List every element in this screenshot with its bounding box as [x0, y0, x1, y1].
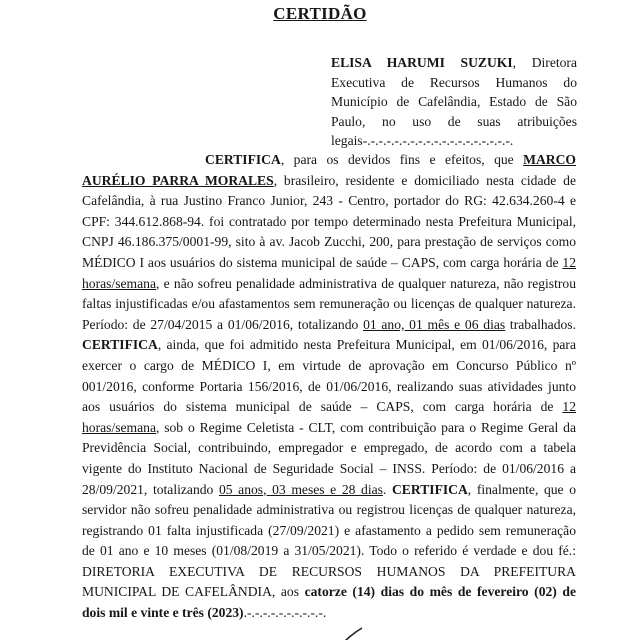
body-segment: CERTIFICA — [82, 337, 158, 353]
body-segment: . — [382, 481, 392, 497]
body-segment: 12 horas/semana — [82, 399, 576, 435]
issuer-description: , Diretora Executiva de Recursos Humanos do Município de Cafelândia, Estado de São Paulo, no uso de suas atribuições legais-.-.-.-.-.-.-.-.-.-.-.-.-.-.-.-.-.-.-. — [331, 55, 577, 149]
body-segment: .-.-.-.-.-.-.-.-.-.-. — [243, 605, 327, 621]
body-segment: , brasileiro, residente e domiciliado nesta cidade de Cafelândia, à rua Justino Franco Junior, 243 - Centro, portador do RG: 42.634.260-4 e CPF: 344.612.868-94. foi contratado por tempo determinado nesta Prefeitura Municipal, CNPJ 46.186.375/0001-99, sito à av. Jacob Zucchi, 200, para prestação de serviços como MÉDICO I aos usuários do sistema municipal de saúde – CAPS, com carga horária de — [82, 172, 576, 270]
body-segment: 05 anos, 03 meses e 28 dias — [218, 481, 383, 497]
body-segment: 12 horas/semana — [82, 254, 576, 291]
body-segment: trabalhados. — [505, 316, 576, 332]
body-segment: , para os devidos fins e efeitos, que — [280, 152, 524, 167]
certificate-body — [82, 150, 576, 624]
body-segment: , finalmente, que o servidor não sofreu penalidade administrativa ou registrou licenças de qualquer natureza, registrando 01 falta injustificada (27/09/2021) e afastamento a pedido sem remuneração de 01 ano e 10 meses (01/08/2019 a 31/05/2021). Todo o referido é verdade e dou fé.: DIRETORIA EXECUTIVA DE RECURSOS HUMANOS DA PREFEITURA MUNICIPAL DE CAFELÂNDIA, aos — [82, 481, 577, 600]
body-segment: CERTIFICA — [205, 152, 281, 167]
body-segment: catorze (14) dias do mês de fevereiro (02) de dois mil e vinte e três (2023) — [82, 584, 576, 621]
document-title: CERTIDÃO — [273, 4, 367, 23]
body-segment: CERTIFICA — [391, 481, 468, 497]
signature-stroke-icon — [340, 624, 366, 640]
body-segment: , sob o Regime Celetista - CLT, com contribuição para o Regime Geral da Previdência Social, contribuindo, empregador e empregado, de acordo com a tabela vigente do Instituto Nacional de Seguridade Social – INSS. Período: de 01/06/2016 a 28/09/2021, totalizando — [82, 419, 576, 497]
body-segment: , e não sofreu penalidade administrativa de qualquer natureza, não registrou faltas injustificadas e/ou afastamentos sem remuneração ou licenças de qualquer natureza. Período: de 27/04/2015 a 01/06/2016, totalizando — [82, 275, 576, 332]
body-segment: , ainda, que foi admitido nesta Prefeitura Municipal, em 01/06/2016, para exercer o cargo de MÉDICO I, em virtude de aprovação em Concurso Público nº 001/2016, conforme Portaria 156/2016, de 01/06/2016, realizando suas atividades junto aos usuários do sistema municipal de saúde – CAPS, com carga horária de — [82, 337, 576, 415]
issuer-name: ELISA HARUMI SUZUKI — [331, 55, 513, 70]
body-segment: 01 ano, 01 mês e 06 dias — [363, 316, 506, 332]
body-segment: MARCO AURÉLIO PARRA MORALES — [82, 152, 576, 188]
issuer-paragraph — [331, 53, 577, 151]
